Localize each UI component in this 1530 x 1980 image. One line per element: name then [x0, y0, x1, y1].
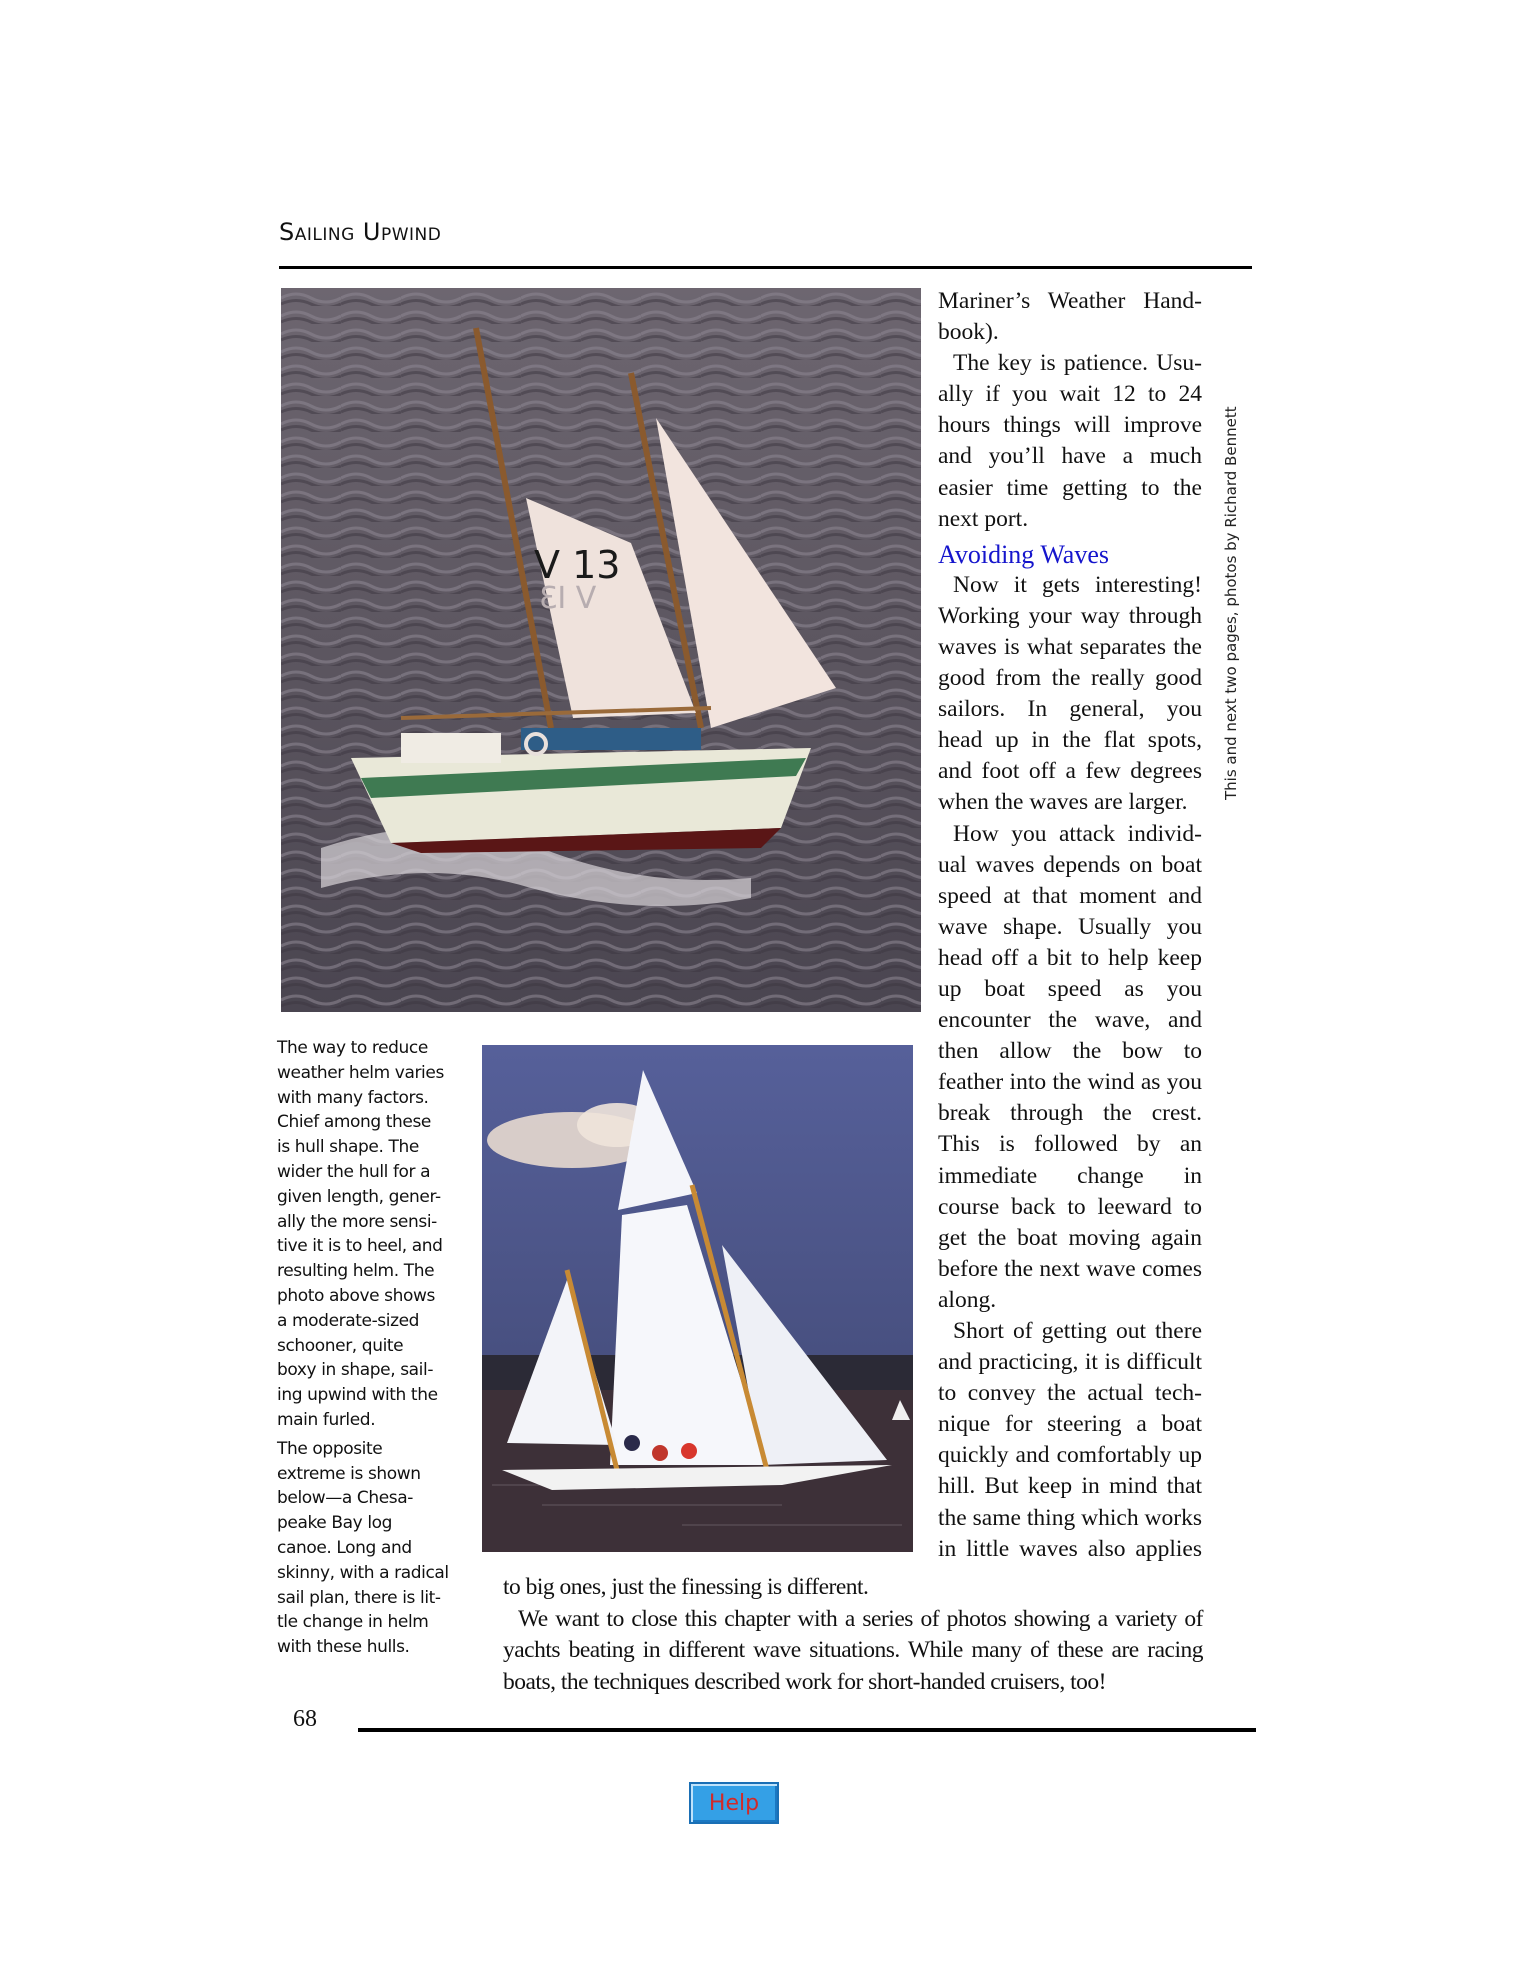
text-line: hill. But keep in mind that — [938, 1473, 1202, 1500]
log-canoe-photo — [482, 1045, 913, 1552]
text-line: to big ones, just the finessing is different. — [503, 1574, 869, 1600]
caption-line: tle change in helm — [277, 1612, 429, 1633]
caption-line: is hull shape. The — [277, 1137, 419, 1158]
caption-line: skinny, with a radical — [277, 1562, 449, 1583]
paragraph-interesting — [938, 570, 1202, 819]
footer-rule — [358, 1728, 1256, 1732]
photo-caption — [277, 1036, 467, 1664]
text-line: feather into the wind as you — [938, 1069, 1202, 1096]
running-head: Sailing Upwind — [279, 218, 442, 246]
svg-text:V 13: V 13 — [534, 543, 621, 587]
caption-line: main furled. — [277, 1409, 376, 1430]
help-button[interactable]: Help — [689, 1782, 779, 1824]
paragraph-practice — [938, 1316, 1202, 1565]
text-line: encounter the wave, and — [938, 1007, 1202, 1034]
text-line: ual waves depends on boat — [938, 851, 1202, 878]
main-text-column — [938, 286, 1202, 1565]
text-line: when the waves are larger. — [938, 789, 1188, 816]
schooner-photo-illustration — [281, 288, 921, 1012]
text-line: up boat speed as you — [938, 975, 1202, 1002]
text-line: next port. — [938, 505, 1029, 532]
header-rule — [279, 266, 1252, 269]
paragraph-patience — [938, 348, 1202, 535]
section-heading: Avoiding Waves — [938, 539, 1109, 569]
text-line: course back to leeward to — [938, 1193, 1202, 1220]
text-line: head off a bit to help keep — [938, 944, 1202, 971]
text-line: How you attack individ- — [953, 820, 1202, 847]
caption-line: sail plan, there is lit- — [277, 1587, 441, 1608]
caption-line: given length, gener- — [277, 1186, 441, 1207]
caption-line: ally the more sensi- — [277, 1211, 437, 1232]
caption-line: schooner, quite — [277, 1335, 404, 1356]
text-line: We want to close this chapter with a series of photos showing a variety of — [518, 1605, 1203, 1632]
text-line: head up in the flat spots, — [938, 727, 1202, 754]
text-line: before the next wave comes — [938, 1255, 1202, 1282]
text-line: along. — [938, 1286, 997, 1313]
caption-line: photo above shows — [277, 1285, 435, 1306]
caption-line: weather helm varies — [277, 1062, 444, 1083]
caption-line: resulting helm. The — [277, 1261, 435, 1282]
text-line: quickly and comfortably up — [938, 1442, 1202, 1469]
caption-paragraph-2 — [277, 1437, 467, 1660]
text-line: hours things will improve — [938, 412, 1202, 439]
paragraph-attack — [938, 819, 1202, 1317]
text-line: speed at that moment and — [938, 882, 1202, 909]
svg-text:ƐI V: ƐI V — [539, 581, 597, 616]
schooner-photo — [281, 288, 921, 1012]
caption-paragraph-1 — [277, 1036, 467, 1433]
paragraph-continued — [938, 286, 1202, 348]
caption-line: wider the hull for a — [277, 1161, 431, 1182]
text-line: waves is what separates the — [938, 633, 1202, 660]
text-line: book). — [938, 319, 999, 346]
text-line: break through the crest. — [938, 1100, 1202, 1127]
text-line: in little waves also applies — [938, 1535, 1202, 1562]
text-line: Mariner’s Weather Hand- — [938, 288, 1202, 314]
caption-line: boxy in shape, sail- — [277, 1360, 434, 1381]
text-line: sailors. In general, you — [938, 696, 1202, 723]
caption-line: tive it is to heel, and — [277, 1236, 443, 1257]
log-canoe-photo-illustration — [482, 1045, 913, 1552]
caption-line: peake Bay log — [277, 1513, 393, 1534]
caption-line: The way to reduce — [277, 1038, 428, 1058]
text-line: get the boat moving again — [938, 1224, 1202, 1251]
text-line: ally if you wait 12 to 24 — [938, 381, 1202, 408]
caption-line: extreme is shown — [277, 1463, 421, 1484]
caption-line: with many factors. — [277, 1087, 429, 1108]
text-line: and you’ll have a much — [938, 443, 1202, 470]
page-number: 68 — [293, 1706, 317, 1732]
caption-line: ing upwind with the — [277, 1385, 438, 1406]
text-line: to convey the actual tech- — [938, 1380, 1202, 1407]
text-line: nique for steering a boat — [938, 1411, 1202, 1438]
text-line: and foot off a few degrees — [938, 758, 1202, 785]
text-line: The key is patience. Usu- — [953, 350, 1202, 377]
text-line: wave shape. Usually you — [938, 913, 1202, 940]
text-line: This is followed by an — [938, 1131, 1202, 1158]
text-line: and practicing, it is difficult — [938, 1349, 1202, 1376]
text-line: the same thing which works — [938, 1504, 1202, 1531]
text-line: then allow the bow to — [938, 1038, 1202, 1065]
text-line: yachts beating in different wave situations. While many of these are racing — [503, 1637, 1203, 1663]
closing-text — [503, 1572, 1203, 1698]
caption-line: Chief among these — [277, 1112, 431, 1133]
text-line: easier time getting to the — [938, 474, 1202, 501]
caption-line: canoe. Long and — [277, 1537, 412, 1558]
text-line: immediate change in — [938, 1162, 1202, 1189]
photo-credit: This and next two pages, photos by Richard Bennett — [1222, 406, 1240, 800]
text-line: Working your way through — [938, 602, 1202, 629]
caption-line: below—a Chesa- — [277, 1488, 414, 1509]
text-line: good from the really good — [938, 665, 1202, 692]
caption-line: a moderate-sized — [277, 1310, 420, 1331]
text-line: Now it gets interesting! — [953, 571, 1202, 598]
caption-line: The opposite — [277, 1438, 383, 1459]
caption-line: with these hulls. — [277, 1637, 410, 1658]
text-line: Short of getting out there — [953, 1318, 1202, 1344]
text-line: boats, the techniques described work for short-handed cruisers, too! — [503, 1668, 1106, 1695]
